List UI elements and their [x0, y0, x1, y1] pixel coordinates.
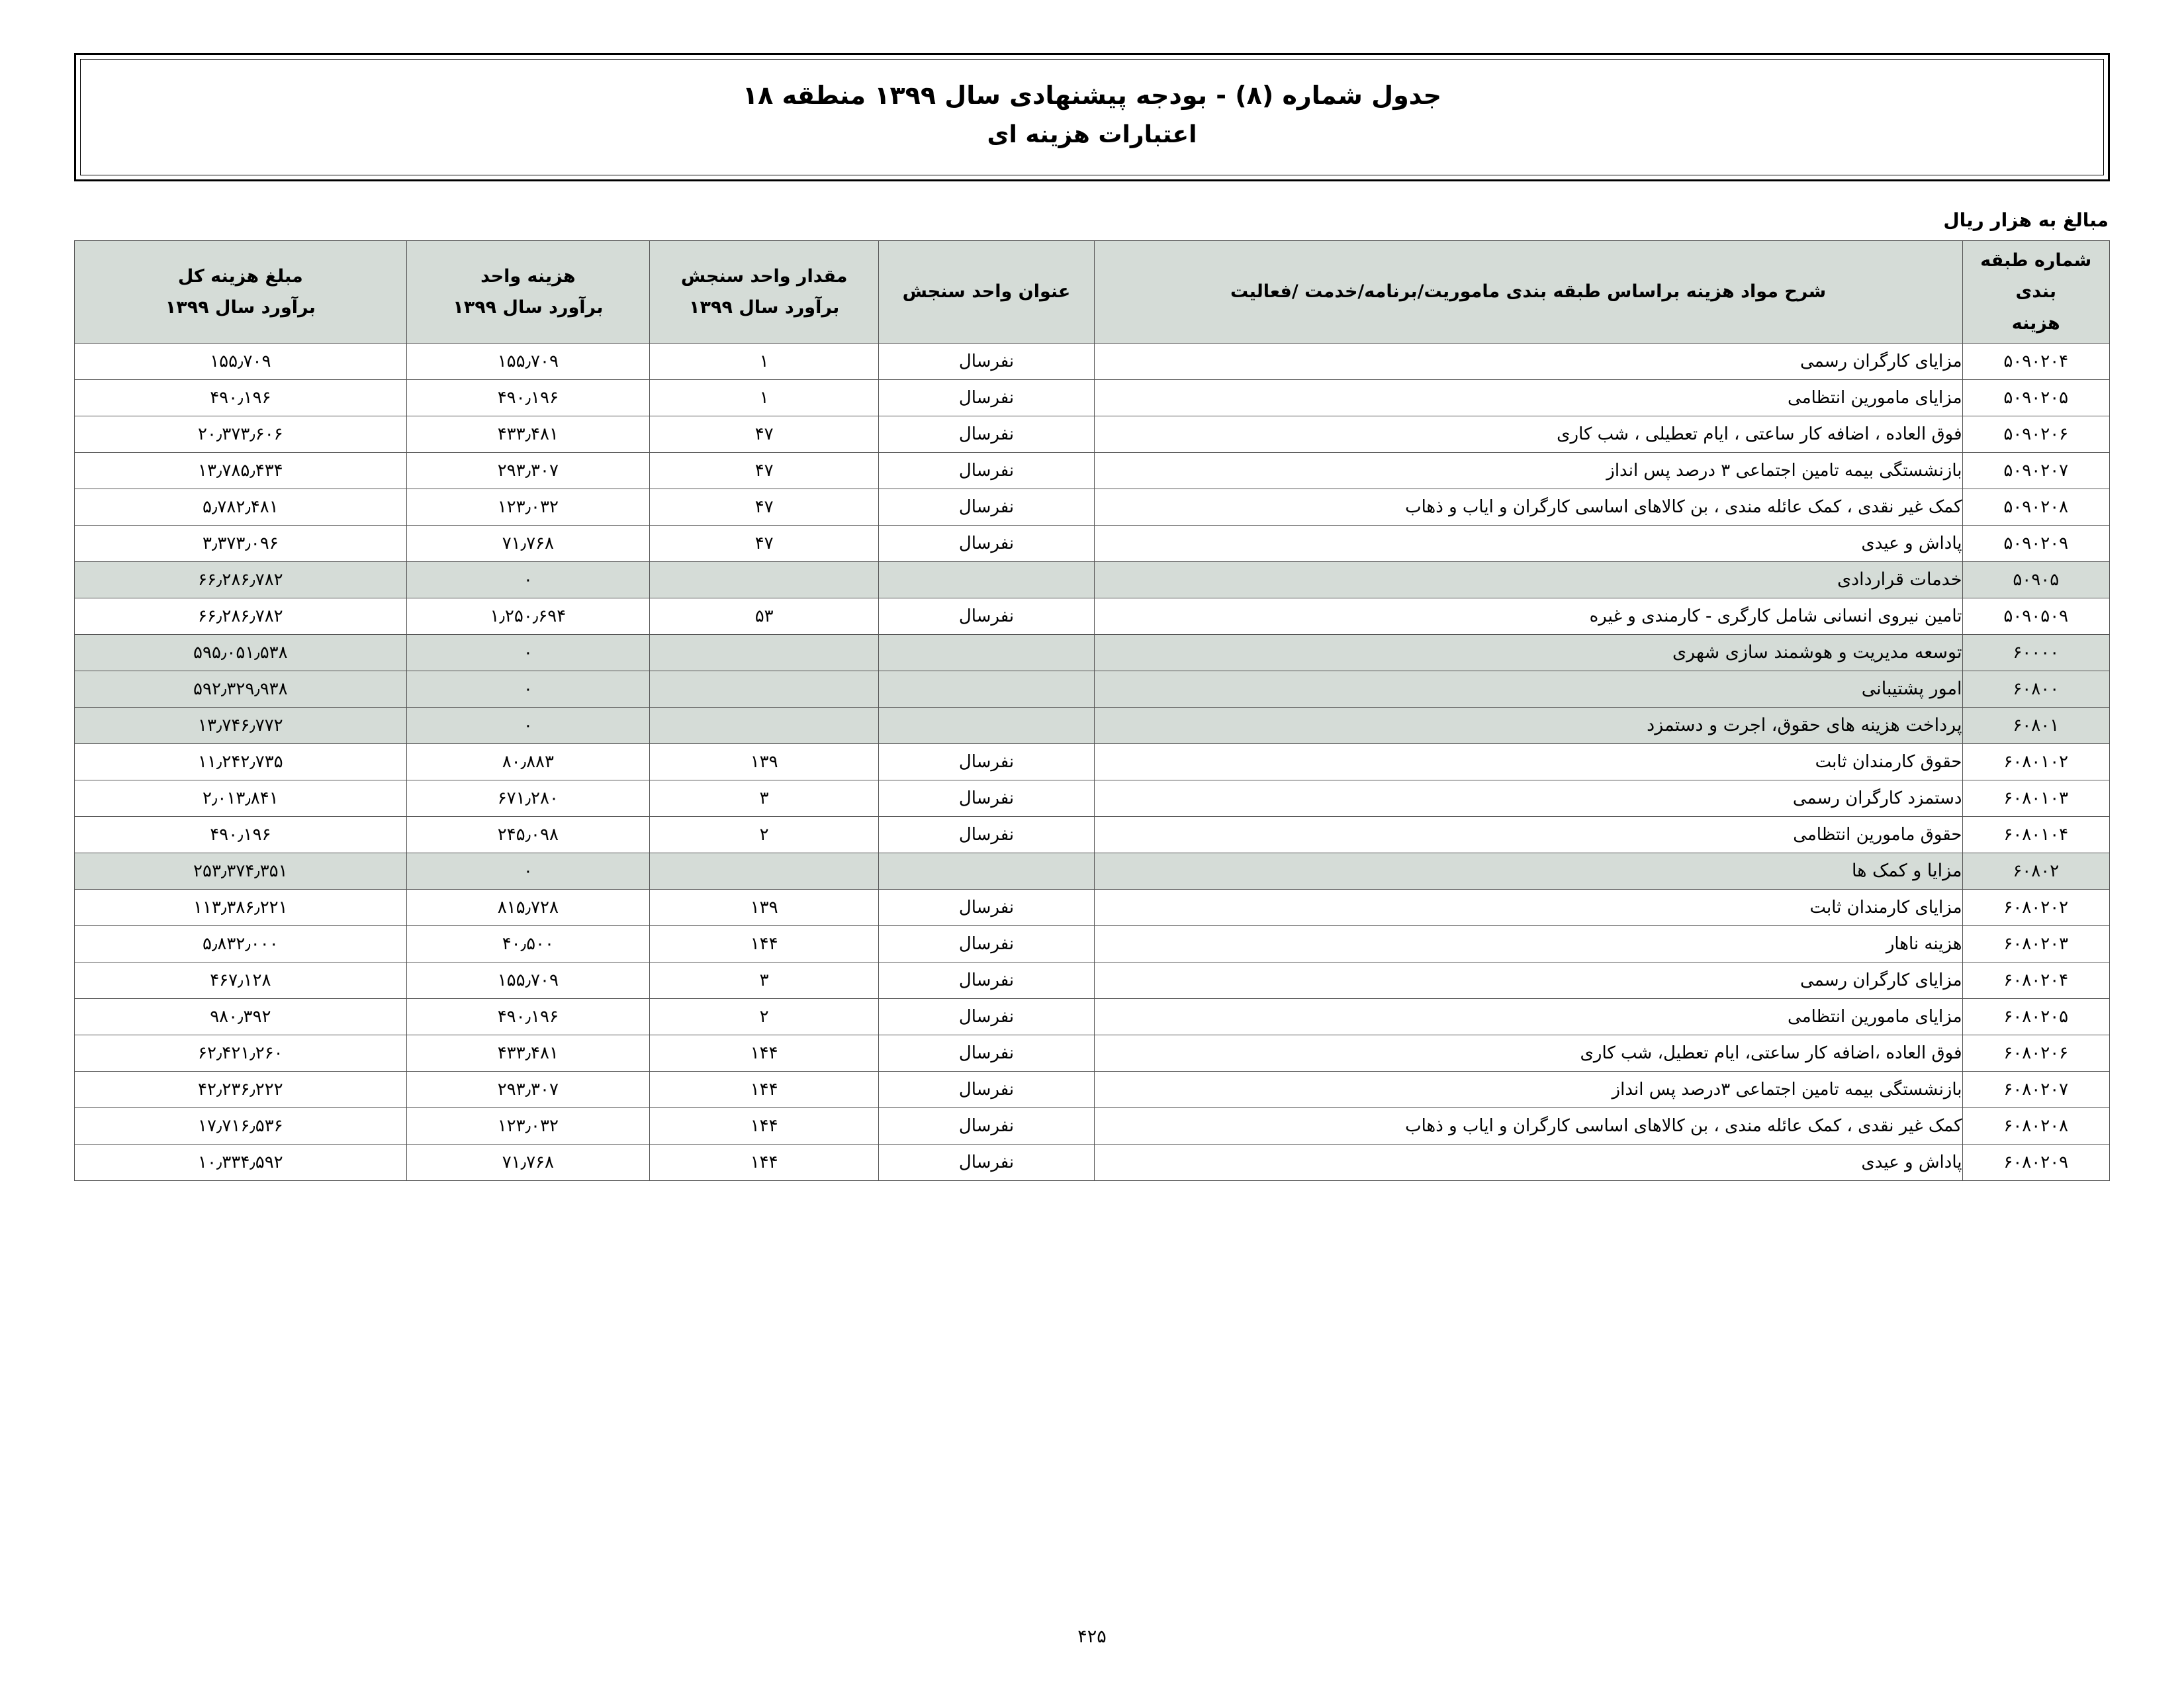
cell-unit-cost: ۰	[406, 707, 649, 743]
cell-code: ۶۰۸۰۲۰۳	[1962, 925, 2109, 962]
table-row	[75, 925, 2110, 962]
cell-unit-cost: ۴۳۳٫۴۸۱	[406, 416, 649, 452]
cell-total: ۵٫۷۸۲٫۴۸۱	[75, 489, 407, 525]
cell-code: ۵۰۹۰۲۰۶	[1962, 416, 2109, 452]
cell-total: ۵۹۵٫۰۵۱٫۵۳۸	[75, 634, 407, 671]
cell-unit-title: نفرسال	[879, 1071, 1094, 1107]
col-header-quantity-line2: برآورد سال ۱۳۹۹	[689, 297, 840, 318]
cell-description: مزایای کارگران رسمی	[1094, 343, 1962, 379]
title-box-inner	[80, 59, 2104, 175]
cell-total: ۱۳٫۷۸۵٫۴۳۴	[75, 452, 407, 489]
title-box	[74, 53, 2110, 181]
cell-unit-title: نفرسال	[879, 452, 1094, 489]
col-header-total-line2: برآورد سال ۱۳۹۹	[165, 297, 316, 318]
col-header-total-line1: مبلغ هزینه کل	[177, 265, 303, 287]
cell-unit-cost: ۱٫۲۵۰٫۶۹۴	[406, 598, 649, 634]
cell-unit-title: نفرسال	[879, 343, 1094, 379]
cell-description: مزایا و کمک ها	[1094, 853, 1962, 889]
table-row	[75, 998, 2110, 1035]
cell-code: ۵۰۹۰۲۰۴	[1962, 343, 2109, 379]
cell-unit-cost: ۸۰٫۸۸۳	[406, 743, 649, 780]
col-header-unit-title	[879, 241, 1094, 344]
cell-total: ۵۹۲٫۳۲۹٫۹۳۸	[75, 671, 407, 707]
cell-code: ۵۰۹۰۵۰۹	[1962, 598, 2109, 634]
cell-unit-cost: ۱۵۵٫۷۰۹	[406, 343, 649, 379]
cell-description: تامین نیروی انسانی شامل کارگری - کارمندی و غیره	[1094, 598, 1962, 634]
cell-unit-cost: ۴۹۰٫۱۹۶	[406, 998, 649, 1035]
cell-unit-title: نفرسال	[879, 1107, 1094, 1144]
cell-unit-cost: ۴۹۰٫۱۹۶	[406, 379, 649, 416]
cell-code: ۶۰۸۰۲۰۴	[1962, 962, 2109, 998]
cell-description: حقوق کارمندان ثابت	[1094, 743, 1962, 780]
cell-quantity	[650, 853, 879, 889]
cell-code: ۶۰۸۰۲۰۸	[1962, 1107, 2109, 1144]
table-row	[75, 816, 2110, 853]
cell-quantity: ۴۷	[650, 525, 879, 561]
cell-total: ۶۶٫۲۸۶٫۷۸۲	[75, 598, 407, 634]
cell-unit-cost: ۰	[406, 853, 649, 889]
table-header	[75, 241, 2110, 344]
cell-total: ۳٫۳۷۳٫۰۹۶	[75, 525, 407, 561]
cell-quantity: ۴۷	[650, 452, 879, 489]
cell-unit-title: نفرسال	[879, 889, 1094, 925]
table-row	[75, 671, 2110, 707]
cell-description: مزایای کارمندان ثابت	[1094, 889, 1962, 925]
cell-description: توسعه مدیریت و هوشمند سازی شهری	[1094, 634, 1962, 671]
cell-code: ۵۰۹۰۲۰۷	[1962, 452, 2109, 489]
cell-total: ۱۱۳٫۳۸۶٫۲۲۱	[75, 889, 407, 925]
table-row	[75, 343, 2110, 379]
cell-description: پرداخت هزینه های حقوق، اجرت و دستمزد	[1094, 707, 1962, 743]
cell-total: ۲٫۰۱۳٫۸۴۱	[75, 780, 407, 816]
cell-unit-title: نفرسال	[879, 489, 1094, 525]
col-header-quantity-line1: مقدار واحد سنجش	[680, 265, 848, 287]
cell-quantity: ۴۷	[650, 489, 879, 525]
budget-table	[74, 240, 2110, 1181]
cell-unit-title: نفرسال	[879, 379, 1094, 416]
cell-description: فوق العاده ،اضافه کار ساعتی، ایام تعطیل، شب کاری	[1094, 1035, 1962, 1071]
table-row	[75, 889, 2110, 925]
table-row	[75, 416, 2110, 452]
cell-unit-cost: ۱۲۳٫۰۳۲	[406, 1107, 649, 1144]
cell-quantity: ۳	[650, 780, 879, 816]
table-body	[75, 343, 2110, 1180]
cell-code: ۶۰۸۰۲۰۹	[1962, 1144, 2109, 1180]
cell-unit-title: نفرسال	[879, 962, 1094, 998]
table-row	[75, 962, 2110, 998]
cell-code: ۶۰۸۰۲۰۲	[1962, 889, 2109, 925]
table-row	[75, 780, 2110, 816]
table-row	[75, 743, 2110, 780]
cell-unit-cost: ۷۱٫۷۶۸	[406, 525, 649, 561]
cell-code: ۶۰۸۰۲۰۵	[1962, 998, 2109, 1035]
table-row	[75, 489, 2110, 525]
cell-quantity	[650, 671, 879, 707]
cell-unit-cost: ۷۱٫۷۶۸	[406, 1144, 649, 1180]
cell-unit-title	[879, 634, 1094, 671]
page-number: ۴۲۵	[1077, 1626, 1107, 1647]
cell-total: ۲۰٫۳۷۳٫۶۰۶	[75, 416, 407, 452]
cell-unit-title: نفرسال	[879, 416, 1094, 452]
col-header-quantity	[650, 241, 879, 344]
col-header-total	[75, 241, 407, 344]
cell-total: ۴۹۰٫۱۹۶	[75, 816, 407, 853]
cell-unit-title	[879, 671, 1094, 707]
cell-total: ۱۷٫۷۱۶٫۵۳۶	[75, 1107, 407, 1144]
cell-description: حقوق مامورین انتظامی	[1094, 816, 1962, 853]
table-row	[75, 452, 2110, 489]
col-header-unit-title-line1: عنوان واحد سنجش	[902, 281, 1071, 303]
cell-quantity: ۳	[650, 962, 879, 998]
cell-code: ۶۰۸۰۰	[1962, 671, 2109, 707]
cell-quantity: ۱۴۴	[650, 925, 879, 962]
cell-unit-title: نفرسال	[879, 598, 1094, 634]
cell-quantity: ۵۳	[650, 598, 879, 634]
col-header-description	[1094, 241, 1962, 344]
cell-unit-cost: ۴۳۳٫۴۸۱	[406, 1035, 649, 1071]
cell-unit-title	[879, 853, 1094, 889]
table-row	[75, 853, 2110, 889]
cell-total: ۹۸۰٫۳۹۲	[75, 998, 407, 1035]
cell-unit-title: نفرسال	[879, 780, 1094, 816]
cell-quantity: ۱	[650, 379, 879, 416]
cell-quantity: ۴۷	[650, 416, 879, 452]
table-row	[75, 707, 2110, 743]
cell-unit-title: نفرسال	[879, 925, 1094, 962]
cell-description: فوق العاده ، اضافه کار ساعتی ، ایام تعطیلی ، شب کاری	[1094, 416, 1962, 452]
cell-unit-title: نفرسال	[879, 525, 1094, 561]
cell-quantity: ۱۳۹	[650, 889, 879, 925]
cell-total: ۱۱٫۲۴۲٫۷۳۵	[75, 743, 407, 780]
cell-quantity: ۱۳۹	[650, 743, 879, 780]
units-note: مبالغ به هزار ریال	[1943, 209, 2109, 232]
cell-code: ۶۰۸۰۱۰۲	[1962, 743, 2109, 780]
cell-quantity: ۲	[650, 816, 879, 853]
cell-total: ۴۲٫۲۳۶٫۲۲۲	[75, 1071, 407, 1107]
cell-description: دستمزد کارگران رسمی	[1094, 780, 1962, 816]
cell-unit-cost: ۱۲۳٫۰۳۲	[406, 489, 649, 525]
table-row	[75, 634, 2110, 671]
cell-description: پاداش و عیدی	[1094, 525, 1962, 561]
cell-unit-title: نفرسال	[879, 1144, 1094, 1180]
col-header-code-line2: هزینه	[2011, 312, 2060, 334]
cell-total: ۶۶٫۲۸۶٫۷۸۲	[75, 561, 407, 598]
cell-total: ۱۳٫۷۴۶٫۷۷۲	[75, 707, 407, 743]
cell-description: کمک غیر نقدی ، کمک عائله مندی ، بن کالاهای اساسی کارگران و ایاب و ذهاب	[1094, 489, 1962, 525]
cell-description: امور پشتیبانی	[1094, 671, 1962, 707]
document-title-line2: اعتبارات هزینه ای	[987, 121, 1197, 148]
cell-total: ۱۰٫۳۳۴٫۵۹۲	[75, 1144, 407, 1180]
table-row	[75, 1107, 2110, 1144]
col-header-unit-cost	[406, 241, 649, 344]
table-row	[75, 525, 2110, 561]
cell-unit-cost: ۰	[406, 634, 649, 671]
cell-total: ۱۵۵٫۷۰۹	[75, 343, 407, 379]
cell-quantity: ۱۴۴	[650, 1035, 879, 1071]
cell-unit-cost: ۲۹۳٫۳۰۷	[406, 1071, 649, 1107]
cell-unit-cost: ۶۷۱٫۲۸۰	[406, 780, 649, 816]
cell-description: بازنشستگی بیمه تامین اجتماعی ۳ درصد پس انداز	[1094, 452, 1962, 489]
col-header-code-line1: شماره طبقه بندی	[1980, 250, 2092, 303]
cell-unit-cost: ۴۰٫۵۰۰	[406, 925, 649, 962]
cell-code: ۵۰۹۰۲۰۸	[1962, 489, 2109, 525]
cell-unit-cost: ۸۱۵٫۷۲۸	[406, 889, 649, 925]
cell-unit-title: نفرسال	[879, 998, 1094, 1035]
cell-quantity	[650, 634, 879, 671]
table-row	[75, 379, 2110, 416]
cell-description: هزینه ناهار	[1094, 925, 1962, 962]
col-header-description-line1: شرح مواد هزینه براساس طبقه بندی ماموریت/برنامه/خدمت /فعالیت	[1230, 281, 1827, 303]
cell-description: کمک غیر نقدی ، کمک عائله مندی ، بن کالاهای اساسی کارگران و ایاب و ذهاب	[1094, 1107, 1962, 1144]
cell-quantity: ۱۴۴	[650, 1107, 879, 1144]
cell-unit-cost: ۰	[406, 561, 649, 598]
document-title-line1: جدول شماره (۸) - بودجه پیشنهادی سال ۱۳۹۹ منطقه ۱۸	[742, 81, 1442, 110]
table-row	[75, 1035, 2110, 1071]
cell-code: ۶۰۸۰۲۰۶	[1962, 1035, 2109, 1071]
table-row	[75, 1071, 2110, 1107]
cell-unit-title: نفرسال	[879, 1035, 1094, 1071]
cell-code: ۶۰۸۰۱۰۴	[1962, 816, 2109, 853]
table-row	[75, 561, 2110, 598]
cell-total: ۲۵۳٫۳۷۴٫۳۵۱	[75, 853, 407, 889]
cell-unit-title	[879, 561, 1094, 598]
cell-unit-cost: ۰	[406, 671, 649, 707]
cell-code: ۶۰۸۰۲۰۷	[1962, 1071, 2109, 1107]
table-header-row	[75, 241, 2110, 344]
cell-unit-cost: ۲۹۳٫۳۰۷	[406, 452, 649, 489]
cell-unit-title: نفرسال	[879, 816, 1094, 853]
cell-code: ۵۰۹۰۵	[1962, 561, 2109, 598]
cell-unit-title: نفرسال	[879, 743, 1094, 780]
cell-description: پاداش و عیدی	[1094, 1144, 1962, 1180]
table-row	[75, 1144, 2110, 1180]
cell-code: ۶۰۰۰۰	[1962, 634, 2109, 671]
col-header-code	[1962, 241, 2109, 344]
cell-quantity	[650, 707, 879, 743]
cell-code: ۶۰۸۰۱۰۳	[1962, 780, 2109, 816]
cell-description: مزایای کارگران رسمی	[1094, 962, 1962, 998]
cell-code: ۶۰۸۰۱	[1962, 707, 2109, 743]
cell-quantity: ۱۴۴	[650, 1144, 879, 1180]
cell-quantity: ۱	[650, 343, 879, 379]
cell-unit-title	[879, 707, 1094, 743]
cell-total: ۵٫۸۳۲٫۰۰۰	[75, 925, 407, 962]
col-header-unit-cost-line2: برآورد سال ۱۳۹۹	[453, 297, 604, 318]
cell-quantity: ۱۴۴	[650, 1071, 879, 1107]
cell-unit-cost: ۲۴۵٫۰۹۸	[406, 816, 649, 853]
cell-code: ۵۰۹۰۲۰۹	[1962, 525, 2109, 561]
cell-code: ۵۰۹۰۲۰۵	[1962, 379, 2109, 416]
cell-description: مزایای مامورین انتظامی	[1094, 998, 1962, 1035]
cell-total: ۶۲٫۴۲۱٫۲۶۰	[75, 1035, 407, 1071]
cell-description: بازنشستگی بیمه تامین اجتماعی ۳درصد پس انداز	[1094, 1071, 1962, 1107]
table-row	[75, 598, 2110, 634]
col-header-unit-cost-line1: هزینه واحد	[480, 265, 576, 287]
cell-total: ۴۹۰٫۱۹۶	[75, 379, 407, 416]
cell-unit-cost: ۱۵۵٫۷۰۹	[406, 962, 649, 998]
cell-total: ۴۶۷٫۱۲۸	[75, 962, 407, 998]
cell-description: خدمات قراردادی	[1094, 561, 1962, 598]
cell-code: ۶۰۸۰۲	[1962, 853, 2109, 889]
cell-quantity: ۲	[650, 998, 879, 1035]
cell-description: مزایای مامورین انتظامی	[1094, 379, 1962, 416]
cell-quantity	[650, 561, 879, 598]
